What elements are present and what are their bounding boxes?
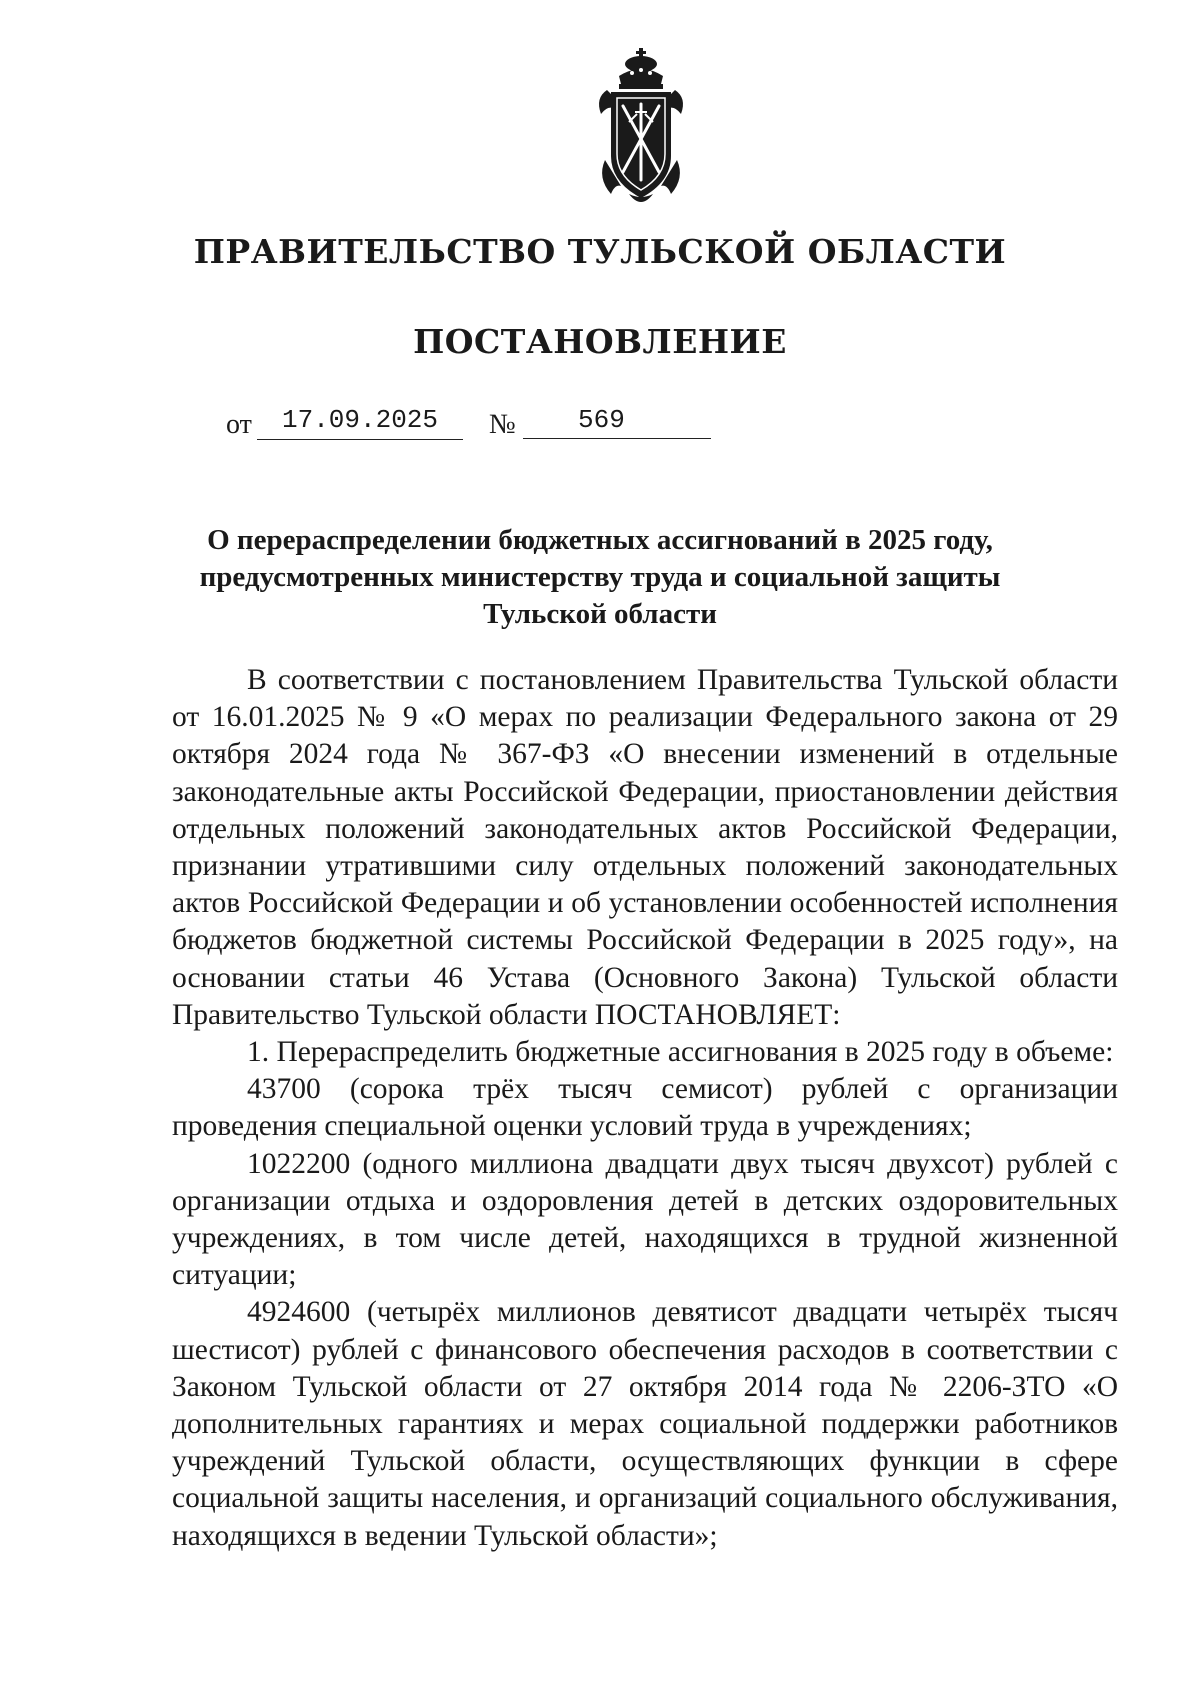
document-date: 17.09.2025 [257, 405, 463, 440]
subject-line: Тульской области [483, 598, 717, 630]
subject-line: О перераспределении бюджетных ассигнований в 2025 году, [207, 524, 993, 556]
body-paragraph-preamble: В соответствии с постановлением Правительства Тульской области от 16.01.2025 № 9 «О мерах по реализации Федерального закона от 29 октября 2024 года № 367-ФЗ «О внесении изменений в отдельные законодательные акты Российской Федерации, приостановлении действия отдельных положений законодательных актов Российской Федерации, признании утратившими силу отдельных положений законодательных актов Российской Федерации и об установлении особенностей исполнения бюджетов бюджетной системы Российской Федерации в 2025 году», на основании статьи 46 Устава (Основного Закона) Тульской области Правительство Тульской области ПОСТАНОВЛЯЕТ: [172, 664, 1118, 1031]
organization-title: ПРАВИТЕЛЬСТВО ТУЛЬСКОЙ ОБЛАСТИ [193, 232, 1007, 271]
document-type: ПОСТАНОВЛЕНИЕ [413, 322, 787, 361]
tula-coat-of-arms-emblem [585, 48, 700, 208]
body-paragraph-item-1: 1. Перераспределить бюджетные ассигнования в 2025 году в объеме: [247, 1036, 1114, 1069]
subject-line: предусмотренных министерству труда и социальной защиты [199, 561, 1001, 593]
body-paragraph-amount: 43700 (сорока трёх тысяч семисот) рублей с организации проведения специальной оценки условий труда в учреждениях; [172, 1073, 1118, 1143]
document-subject [150, 522, 1050, 633]
body-paragraph-amount: 1022200 (одного миллиона двадцати двух тысяч двухсот) рублей с организации отдыха и оздоровления детей в детских оздоровительных учреждениях, в том числе детей, находящихся в трудной жизненной ситуации; [172, 1147, 1118, 1292]
document-number: 569 [523, 405, 711, 439]
date-prefix: от [226, 409, 252, 440]
body-paragraph-amount: 4924600 (четырёх миллионов девятисот двадцати четырёх тысяч шестисот) рублей с финансового обеспечения расходов в соответствии с Законом Тульской области от 27 октября 2014 года № 2206-ЗТО «О дополнительных гарантиях и мерах социальной поддержки работников учреждений Тульской области, осуществляющих функции в сфере социальной защиты населения, и организаций социального обслуживания, находящихся в ведении Тульской области»; [172, 1296, 1118, 1552]
number-prefix: № [489, 409, 516, 440]
document-body [172, 662, 1118, 1555]
